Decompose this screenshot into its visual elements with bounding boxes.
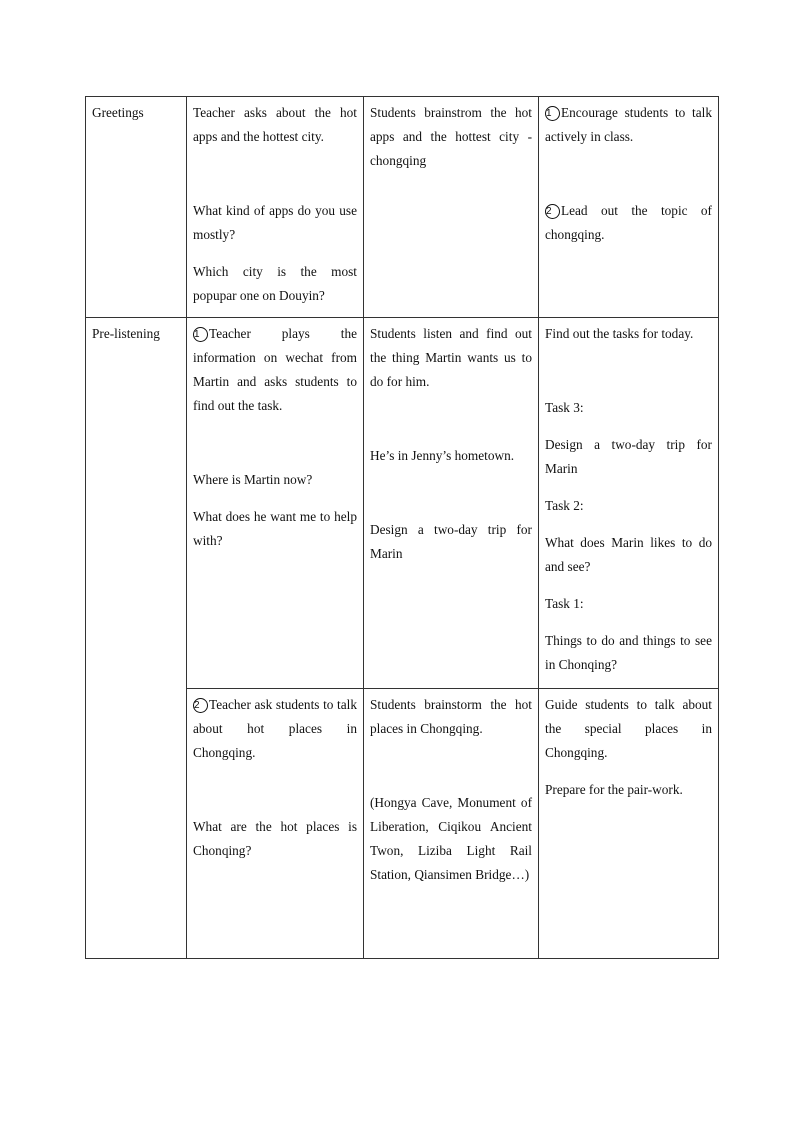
circled-number: 2 <box>545 204 560 219</box>
teacher-activity-cell <box>187 689 364 959</box>
teacher-activity-text <box>193 322 357 418</box>
teacher-question: What kind of apps do you use mostly? <box>193 203 357 242</box>
task-text: Design a two-day trip for Marin <box>545 437 712 476</box>
purpose-text: Find out the tasks for today. <box>545 326 694 341</box>
task-text: Things to do and things to see in Chonqing? <box>545 633 712 672</box>
teacher-activity-cell <box>187 97 364 318</box>
task-label: Task 3: <box>545 400 584 415</box>
teacher-activity-body: Teacher plays the information on wechat from Martin and asks students to find out the task. <box>193 326 357 413</box>
purpose-cell <box>539 689 719 959</box>
student-activity-text: Students listen and find out the thing Martin wants us to do for him. <box>370 326 532 389</box>
lesson-plan-table <box>85 96 719 959</box>
teacher-activity-cell <box>187 318 364 689</box>
teacher-activity-text <box>193 693 357 765</box>
task-label: Task 2: <box>545 498 584 513</box>
teacher-question: What are the hot places is Chonqing? <box>193 819 357 858</box>
student-activity-cell <box>364 97 539 318</box>
teacher-question: What does he want me to help with? <box>193 509 357 548</box>
table-row-pre-listening <box>86 318 719 689</box>
purpose-item <box>545 101 712 149</box>
stage-label: Pre-listening <box>92 326 160 341</box>
purpose-text: Encourage students to talk actively in class. <box>545 105 712 144</box>
student-answer: He’s in Jenny’s hometown. <box>370 448 515 463</box>
circled-number: 1 <box>193 327 208 342</box>
purpose-cell <box>539 318 719 689</box>
teacher-question: Which city is the most popupar one on Douyin? <box>193 264 357 303</box>
purpose-text: Prepare for the pair-work. <box>545 782 683 797</box>
purpose-cell <box>539 97 719 318</box>
circled-number: 2 <box>193 698 208 713</box>
student-activity-text: Students brainstorm the hot places in Chongqing. <box>370 697 532 736</box>
table-row-greetings <box>86 97 719 318</box>
teacher-activity-text: Teacher asks about the hot apps and the hottest city. <box>193 105 357 144</box>
student-activity-cell <box>364 689 539 959</box>
stage-cell <box>86 318 187 959</box>
student-activity-text: Students brainstrom the hot apps and the hottest city - chongqing <box>370 105 532 168</box>
purpose-text: Guide students to talk about the special places in Chongqing. <box>545 697 712 760</box>
hot-places-list: (Hongya Cave, Monument of Liberation, Ciqikou Ancient Twon, Liziba Light Rail Station, Qiansimen Bridge…) <box>370 795 532 882</box>
stage-label: Greetings <box>92 105 144 120</box>
task-label: Task 1: <box>545 596 584 611</box>
purpose-item <box>545 199 712 247</box>
stage-cell <box>86 97 187 318</box>
student-answer: Design a two-day trip for Marin <box>370 522 532 561</box>
student-activity-cell <box>364 318 539 689</box>
teacher-question: Where is Martin now? <box>193 472 313 487</box>
circled-number: 1 <box>545 106 560 121</box>
purpose-text: Lead out the topic of chongqing. <box>545 203 712 242</box>
task-text: What does Marin likes to do and see? <box>545 535 712 574</box>
teacher-activity-body: Teacher ask students to talk about hot places in Chongqing. <box>193 697 357 760</box>
